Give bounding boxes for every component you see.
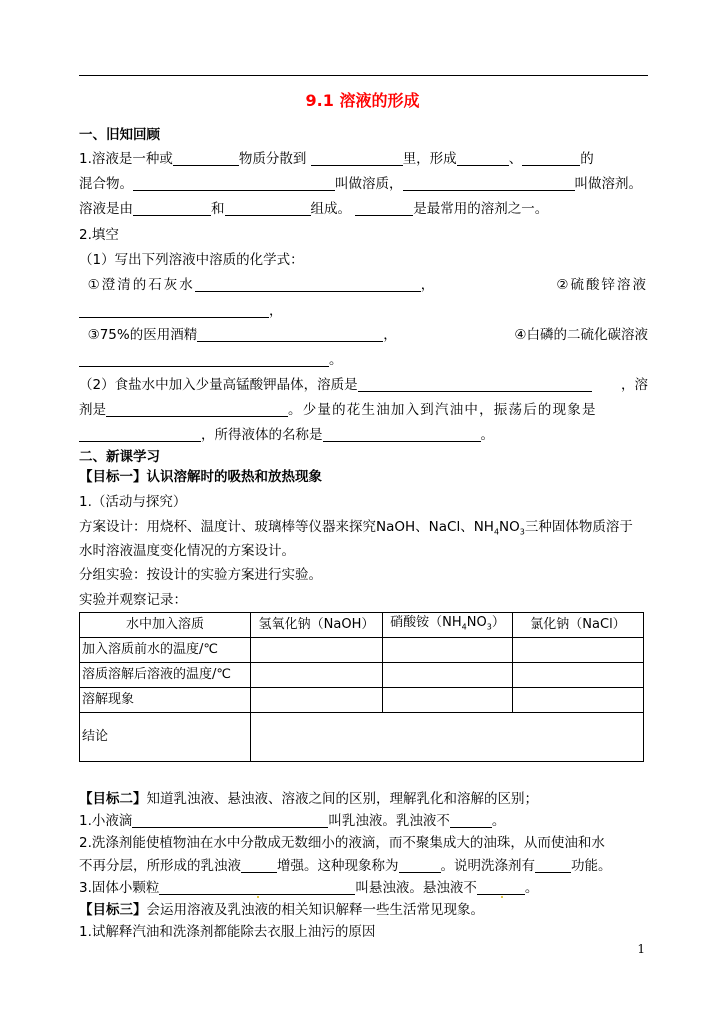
- q2-sub2-line1: [79, 374, 648, 396]
- goal2-text: 不再分层，所形成的乳浊液: [79, 858, 241, 874]
- answer-blank[interactable]: [450, 813, 492, 828]
- q1-text: 叫做溶质，: [335, 176, 403, 192]
- header-rule: [79, 75, 648, 76]
- answer-blank[interactable]: [133, 176, 335, 191]
- answer-blank[interactable]: [358, 377, 592, 392]
- answer-blank[interactable]: [195, 277, 421, 292]
- q2-heading: 2.填空: [79, 227, 119, 243]
- section-newlearn-heading: 二、新课学习: [79, 449, 160, 465]
- answer-blank[interactable]: [323, 427, 481, 442]
- goal2-line4: [79, 877, 648, 899]
- table-header-cell: 硝酸铵$(NH_4NO_3)$: [383, 613, 513, 638]
- q1-line3: [79, 198, 648, 220]
- q2-row-b-answer: [79, 300, 648, 322]
- q1-text: 、: [508, 151, 523, 167]
- q1-text: 1.溶液是一种或: [79, 151, 173, 167]
- answer-blank[interactable]: [241, 858, 277, 873]
- goal1-design-line2: 水时溶液温度变化情况的方案设计。: [79, 543, 295, 559]
- answer-blank[interactable]: [225, 201, 311, 216]
- table-header-cell: 氢氧化钠（NaOH）: [251, 613, 383, 638]
- page-number: 1: [637, 942, 645, 956]
- goal2-text: 叫乳浊液。乳浊液不: [328, 813, 450, 829]
- answer-blank[interactable]: [79, 427, 201, 442]
- table-cell[interactable]: [383, 688, 513, 713]
- goal2-text: 增强。这种现象称为: [277, 858, 399, 874]
- table-row-label: 溶质溶解后溶液的温度/℃: [80, 663, 251, 688]
- answer-blank[interactable]: [106, 402, 288, 417]
- goal3-heading: [79, 899, 648, 921]
- q1-line1: [79, 148, 648, 170]
- q2-sub1: （1）写出下列溶液中溶质的化学式：: [79, 252, 304, 268]
- table-cell[interactable]: [383, 638, 513, 663]
- goal2-label: 【目标二】: [79, 791, 147, 807]
- table-cell[interactable]: [251, 638, 383, 663]
- goal2-text: 。: [491, 813, 506, 829]
- goal3-text: 会运用溶液及乳浊液的相关知识解释一些生活常见现象。: [146, 902, 484, 918]
- record-table: [79, 612, 644, 762]
- q2-text: ，: [420, 277, 435, 293]
- answer-blank[interactable]: [159, 880, 355, 895]
- q2-row-c-d: [79, 324, 648, 346]
- q2-text: 剂是: [79, 402, 106, 418]
- goal3-line1: 1.试解释汽油和洗涤剂都能除去衣服上油污的原因: [79, 924, 376, 940]
- table-row: [80, 663, 644, 688]
- answer-blank[interactable]: [197, 327, 383, 342]
- goal2-line3: [79, 855, 648, 877]
- answer-blank[interactable]: [132, 813, 328, 828]
- table-cell[interactable]: [513, 638, 644, 663]
- goal1-record: 实验并观察记录：: [79, 592, 187, 608]
- goal1-text: NO: [499, 519, 520, 535]
- q2-text: ，所得液体的名称是: [201, 427, 323, 443]
- answer-blank[interactable]: [535, 858, 571, 873]
- q2-item-b: ②硫酸锌溶液: [556, 277, 648, 293]
- goal2-line2: 2.洗涤剂能使植物油在水中分散成无数细小的液滴，而不聚集成大的油珠，从而使油和水: [79, 835, 605, 851]
- section-review-heading: 一、旧知回顾: [79, 127, 160, 143]
- table-cell[interactable]: [251, 663, 383, 688]
- page-title: 9.1 溶液的形成: [305, 91, 420, 110]
- table-row-label: 溶解现象: [80, 688, 251, 713]
- q2-item-a: ①澄清的石灰水: [87, 277, 195, 293]
- answer-blank[interactable]: [403, 176, 575, 191]
- answer-blank[interactable]: [173, 151, 239, 166]
- goal2-text: 3.固体小颗粒: [79, 880, 160, 896]
- goal3-label: 【目标三】: [79, 902, 147, 918]
- q2-row-a-b: [79, 274, 648, 296]
- q2-text: 。: [480, 427, 494, 443]
- goal1-activity: 1.（活动与探究）: [79, 494, 187, 510]
- q2-row-d-answer: [79, 349, 648, 371]
- goal2-heading: [79, 788, 648, 810]
- goal1-text: 三种固体物质溶于: [524, 519, 633, 535]
- q2-text: 。: [329, 352, 343, 368]
- table-cell[interactable]: [513, 688, 644, 713]
- q2-item-c: ③75%的医用酒精: [87, 327, 198, 343]
- q2-text: 。少量的花生油加入到汽油中，振荡后的现象是: [288, 402, 597, 418]
- subscript: 3: [519, 527, 525, 537]
- table-header-cell: 水中加入溶质: [80, 613, 251, 638]
- answer-blank[interactable]: [311, 151, 403, 166]
- q2-text: （2）食盐水中加入少量高锰酸钾晶体，溶质是: [79, 377, 358, 393]
- table-row: [80, 713, 644, 762]
- subscript: 4: [493, 527, 500, 537]
- answer-blank[interactable]: [79, 352, 329, 367]
- q1-text: 混合物。: [79, 176, 133, 192]
- q2-sub2-line3: [79, 424, 648, 446]
- goal2-text: 功能。: [571, 858, 612, 874]
- table-row: [80, 638, 644, 663]
- table-header-row: [80, 613, 644, 638]
- goal2-text: 1.小液滴: [79, 813, 133, 829]
- goal2-text: 。说明洗涤剂有: [440, 858, 535, 874]
- q1-text: 叫做溶剂。: [574, 176, 642, 192]
- answer-blank[interactable]: [522, 151, 580, 166]
- answer-blank[interactable]: [457, 151, 509, 166]
- goal2-text: 。: [524, 880, 539, 896]
- q1-text: 里，形成: [402, 151, 457, 167]
- q2-text: ，: [269, 303, 283, 319]
- q2-text: ，: [383, 327, 397, 343]
- goal2-line1: [79, 810, 648, 832]
- q2-sub2-line2: [79, 399, 648, 421]
- answer-blank[interactable]: [79, 303, 269, 318]
- q2-item-d: ④白磷的二硫化碳溶液: [514, 327, 648, 343]
- q1-line2: [79, 173, 648, 195]
- answer-blank[interactable]: [133, 201, 211, 216]
- goal2-text: 知道乳浊液、悬浊液、溶液之间的区别，理解乳化和溶解的区别；: [146, 791, 538, 807]
- table-row-label: 结论: [80, 713, 251, 762]
- q1-text: 溶液是由: [79, 201, 133, 217]
- q2-text: ，溶: [621, 377, 648, 393]
- answer-blank[interactable]: [399, 858, 441, 873]
- goal1-group: 分组实验：按设计的实验方案进行实验。: [79, 567, 322, 583]
- table-cell[interactable]: [383, 663, 513, 688]
- answer-blank[interactable]: [355, 201, 413, 216]
- table-row: [80, 688, 644, 713]
- q1-text: 是最常用的溶剂之一。: [413, 201, 549, 217]
- table-cell-conclusion[interactable]: [251, 713, 644, 762]
- goal1-heading: 【目标一】认识溶解时的吸热和放热现象: [79, 469, 322, 485]
- q1-text: 和: [211, 201, 225, 217]
- answer-blank[interactable]: [477, 880, 525, 895]
- table-header-cell: 氯化钠（NaCl）: [513, 613, 644, 638]
- goal2-text: 叫悬浊液。悬浊液不: [355, 880, 477, 896]
- q1-text: 物质分散到: [238, 151, 307, 167]
- table-cell[interactable]: [513, 663, 644, 688]
- q1-text: 组成。: [310, 201, 351, 217]
- table-row-label: 加入溶质前水的温度/℃: [80, 638, 251, 663]
- table-cell[interactable]: [251, 688, 383, 713]
- goal1-text: 方案设计：用烧杯、温度计、玻璃棒等仪器来探究NaOH、NaCl、NH: [79, 519, 494, 535]
- q1-text: 的: [580, 151, 594, 167]
